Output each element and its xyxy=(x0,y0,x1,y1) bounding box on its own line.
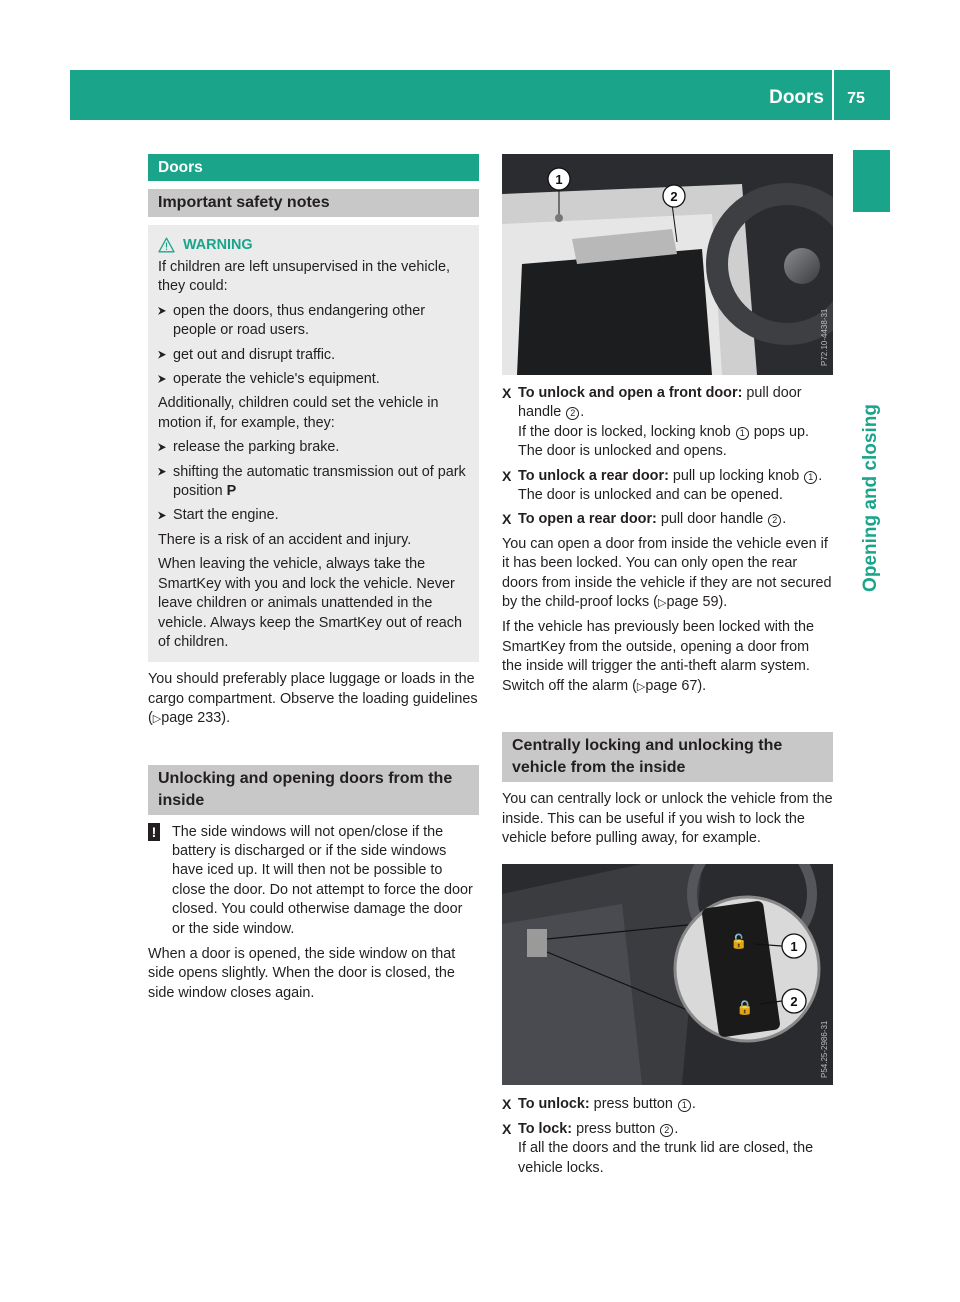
callout-ref-icon: 2 xyxy=(566,407,579,420)
exclamation-icon: ! xyxy=(148,823,160,841)
warning-risk: There is a risk of an accident and injury. xyxy=(158,531,412,548)
warning-title: WARNING xyxy=(158,235,471,255)
callout-1-icon xyxy=(548,168,570,190)
image-code: P54.25-2986-31 xyxy=(820,1020,829,1079)
central-locking-paragraph: You can centrally lock or unlock the vehicle from the inside. This can be useful if you wish to lock the vehicle before pulling away, for example. xyxy=(502,791,833,846)
warning-advice: When leaving the vehicle, always take the SmartKey with you and lock the vehicle. Never leave children or animals unattended in the vehicle. Always keep the SmartKey out of reach of children. xyxy=(158,556,462,650)
step-rear-door-unlock: X To unlock a rear door: pull up locking knob 1 . The door is unlocked and can be opened. xyxy=(502,467,823,504)
step-front-door: X To unlock and open a front door: pull door handle 2 . If the door is locked, locking knob 1 pops up. The door is unlocked and opens. xyxy=(502,385,809,460)
alarm-paragraph: If the vehicle has previously been locked with the SmartKey from the outside, opening a door from the inside will trigger the anti-theft alarm system. Switch off the alarm (▷page 67). xyxy=(502,619,814,694)
right-column xyxy=(502,154,833,1183)
inside-open-paragraph: You can open a door from inside the vehicle even if it has been locked. You can only open the rear doors from inside the vehicle if they are not secured by the child-proof locks (▷page 59). xyxy=(502,535,832,611)
left-column xyxy=(148,154,479,1008)
list-item: shifting the automatic transmission out of park position P xyxy=(158,463,471,502)
central-lock-buttons-photo xyxy=(502,864,833,1085)
header-divider xyxy=(832,70,834,120)
subsection-unlocking-doors: Unlocking and opening doors from the inside xyxy=(148,765,479,815)
side-tab-marker xyxy=(853,150,890,212)
subsection-central-locking: Centrally locking and unlocking the vehicle from the inside xyxy=(502,732,833,782)
step-unlock: X To unlock: press button 1 . xyxy=(502,1095,833,1114)
svg-text:2: 2 xyxy=(790,994,798,1010)
page-reference-link[interactable]: page 67). xyxy=(645,677,707,694)
image-code: P72.10-4438-31 xyxy=(820,308,829,366)
step-marker-icon: X xyxy=(502,1096,512,1113)
side-tab-label: Opening and closing xyxy=(860,404,881,592)
list-item: operate the vehicle's equipment. xyxy=(158,370,471,389)
note-block xyxy=(148,823,479,939)
note-text: The side windows will not open/close if the battery is discharged or if the side windows have iced up. It will then not be possible to close the door. Do not attempt to force the door closed. You could otherwise damage the door or the side window. xyxy=(172,823,473,937)
callout-ref-icon: 1 xyxy=(804,471,817,484)
svg-text:🔒: 🔒 xyxy=(736,1000,754,1017)
page-reference-link[interactable]: page 59). xyxy=(666,594,728,611)
svg-text:1: 1 xyxy=(555,172,563,187)
list-item: open the doors, thus endangering other people or road users. xyxy=(158,302,471,341)
list-item: get out and disrupt traffic. xyxy=(158,346,471,365)
page-ref-arrow-icon: ▷ xyxy=(657,597,667,610)
warning-triangle-icon xyxy=(158,237,175,253)
callout-ref-icon: 1 xyxy=(736,427,749,440)
page-ref-arrow-icon: ▷ xyxy=(152,713,162,726)
callout-ref-icon: 2 xyxy=(660,1124,673,1137)
door-handle-photo xyxy=(502,154,833,375)
page-ref-arrow-icon: ▷ xyxy=(636,680,646,693)
warning-intro: If children are left unsupervised in the vehicle, they could: xyxy=(158,259,450,295)
warning-box xyxy=(148,225,479,662)
subsection-safety-notes: Important safety notes xyxy=(148,189,479,217)
step-marker-icon: X xyxy=(502,1120,512,1137)
page-reference-link[interactable]: page 233). xyxy=(161,710,231,727)
step-marker-icon: X xyxy=(502,467,512,484)
step-lock: X To lock: press button 2 . If all the doors and the trunk lid are closed, the vehicle locks. xyxy=(502,1120,814,1176)
warning-mid: Additionally, children could set the vehicle in motion if, for example, they: xyxy=(158,395,439,431)
list-item: release the parking brake. xyxy=(158,438,471,457)
header-title: Doors xyxy=(769,87,824,108)
svg-text:1: 1 xyxy=(790,939,798,955)
step-marker-icon: X xyxy=(502,385,512,401)
section-title: Doors xyxy=(148,154,479,181)
luggage-paragraph: You should preferably place luggage or loads in the cargo compartment. Observe the loading guidelines (▷page 233). xyxy=(148,671,478,727)
callout-2-icon xyxy=(782,989,806,1013)
callout-ref-icon: 2 xyxy=(768,514,781,527)
svg-text:2: 2 xyxy=(670,189,678,204)
list-item: Start the engine. xyxy=(158,506,471,525)
callout-ref-icon: 1 xyxy=(678,1099,691,1112)
svg-text:🔓: 🔓 xyxy=(730,934,748,951)
callout-2-icon xyxy=(663,185,685,207)
page-number: 75 xyxy=(847,90,865,107)
callout-1-icon xyxy=(782,934,806,958)
step-rear-door-open: X To open a rear door: pull door handle 2 . xyxy=(502,510,833,529)
step-marker-icon: X xyxy=(502,511,512,528)
side-window-paragraph: When a door is opened, the side window on that side opens slightly. When the door is closed, the side window closes again. xyxy=(148,945,456,1001)
